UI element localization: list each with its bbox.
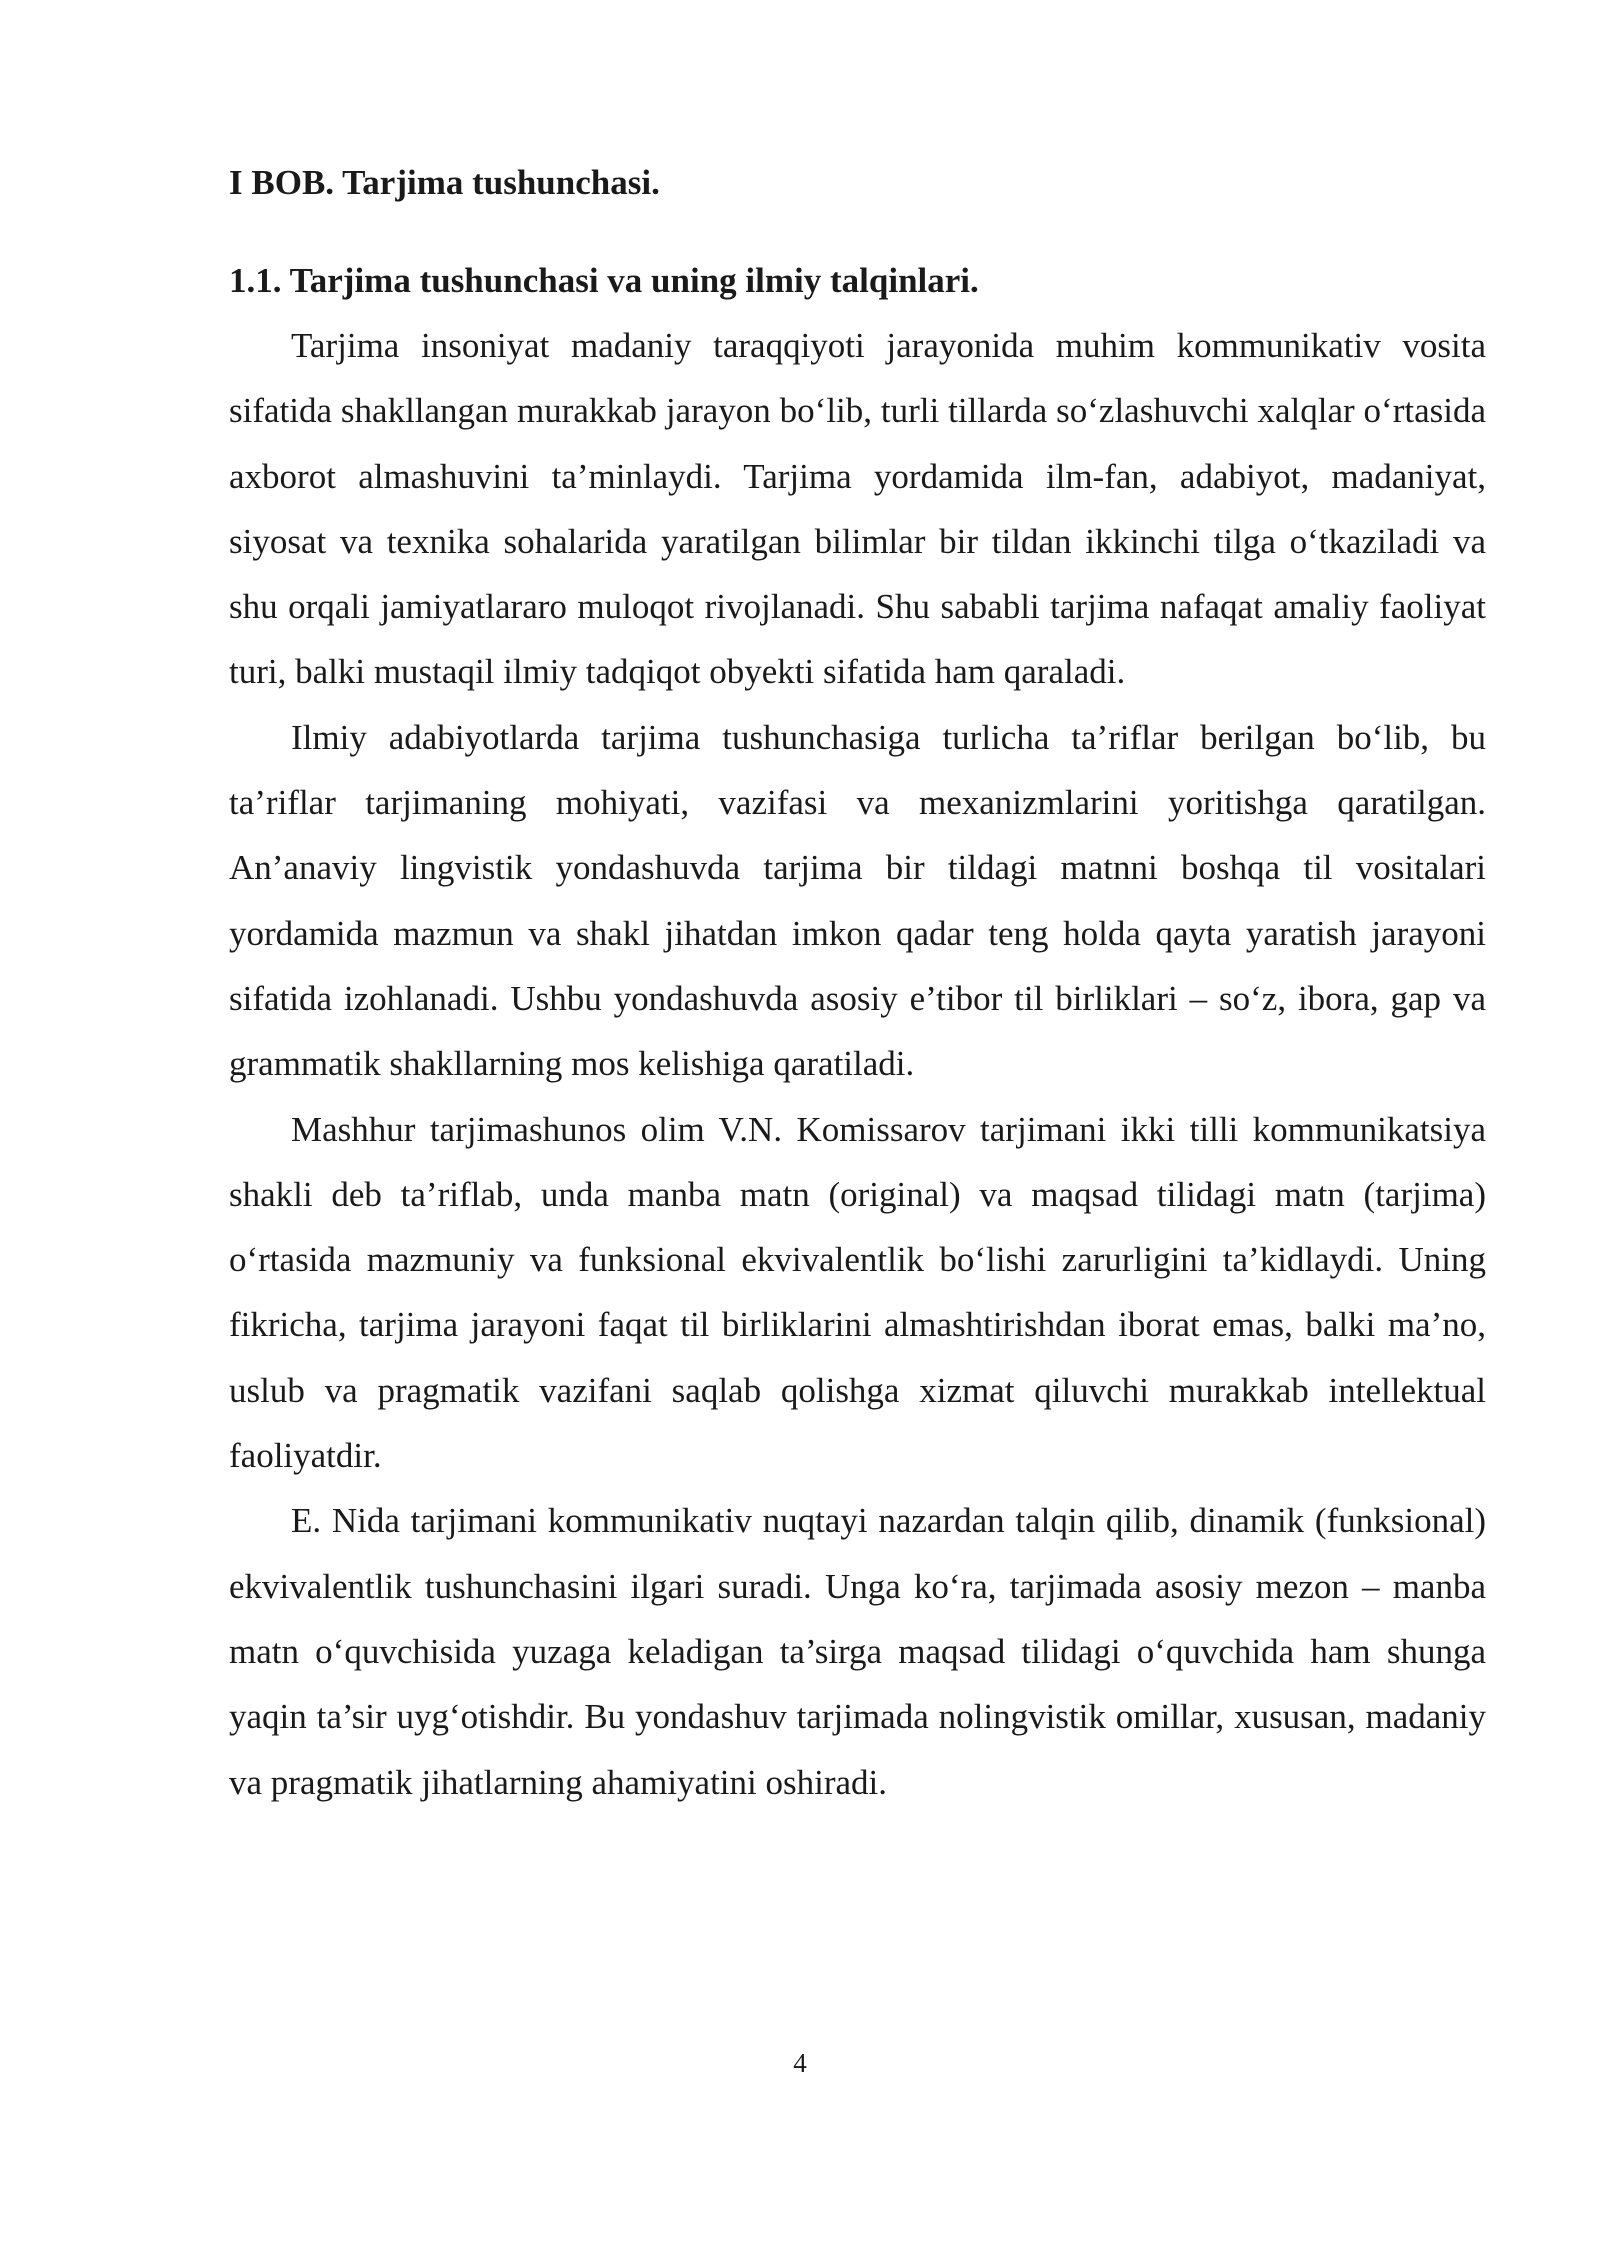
section-title: 1.1. Tarjima tushunchasi va uning ilmiy talqinlari. bbox=[229, 261, 979, 300]
page-number: 4 bbox=[793, 2048, 807, 2078]
paragraph-1: Tarjima insoniyat madaniy taraqqiyoti jarayonida muhim kommunikativ vosita sifatida shakllangan murakkab jarayon bo‘lib, turli tillarda so‘zlashuvchi xalqlar o‘rtasida axborot almashuvini ta’minlaydi. Tarjima yordamida ilm-fan, adabiyot, madaniyat, siyosat va texnika sohalarida yaratilgan bilimlar bir tildan ikkinchi tilga o‘tkaziladi va shu orqali jamiyatlararo muloqot rivojlanadi. Shu sababli tarjima nafaqat amaliy faoliyat turi, balki mustaqil ilmiy tadqiqot obyekti sifatida ham qaraladi. bbox=[229, 326, 1486, 692]
chapter-title: I BOB. Tarjima tushunchasi. bbox=[229, 163, 660, 202]
paragraph-4: E. Nida tarjimani kommunikativ nuqtayi nazardan talqin qilib, dinamik (funksional) ekvivalentlik tushunchasini ilgari suradi. Unga ko‘ra, tarjimada asosiy mezon – manba matn o‘quvchisida yuzaga keladigan ta’sirga maqsad tilidagi o‘quvchida ham shunga yaqin ta’sir uyg‘otishdir. Bu yondashuv tarjimada nolingvistik omillar, xususan, madaniy va pragmatik jihatlarning ahamiyatini oshiradi. bbox=[229, 1501, 1486, 1802]
paragraph-2: Ilmiy adabiyotlarda tarjima tushunchasiga turlicha ta’riflar berilgan bo‘lib, bu ta’riflar tarjimaning mohiyati, vazifasi va mexanizmlarini yoritishga qaratilgan. An’anaviy lingvistik yondashuvda tarjima bir tildagi matnni boshqa til vositalari yordamida mazmun va shakl jihatdan imkon qadar teng holda qayta yaratish jarayoni sifatida izohlanadi. Ushbu yondashuvda asosiy e’tibor til birliklari – so‘z, ibora, gap va grammatik shakllarning mos kelishiga qaratiladi. bbox=[229, 717, 1486, 1084]
paragraph-3: Mashhur tarjimashunos olim V.N. Komissarov tarjimani ikki tilli kommunikatsiya shakli deb ta’riflab, unda manba matn (original) va maqsad tilidagi matn (tarjima) o‘rtasida mazmuniy va funksional ekvivalentlik bo‘lishi zarurligini ta’kidlaydi. Uning fikricha, tarjima jarayoni faqat til birliklarini almashtirishdan iborat emas, balki ma’no, uslub va pragmatik vazifani saqlab qolishga xizmat qiluvchi murakkab intellektual faoliyatdir. bbox=[229, 1109, 1486, 1476]
page-content bbox=[229, 150, 1486, 1815]
